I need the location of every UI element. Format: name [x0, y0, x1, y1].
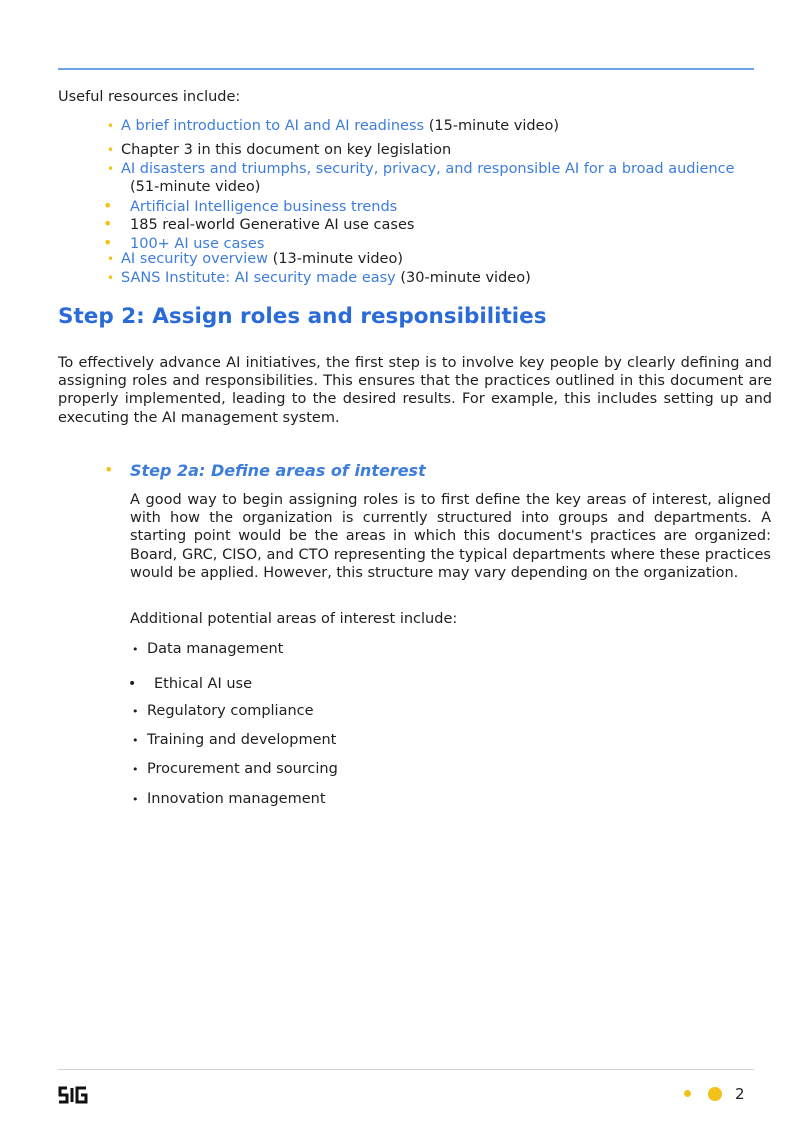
resource-note: (51-minute video): [130, 179, 261, 195]
area-label: Training and development: [147, 732, 337, 748]
list-item: [132, 732, 336, 748]
dot-icon: [708, 1087, 722, 1101]
resource-text: Chapter 3 in this document on key legislation: [121, 142, 452, 158]
bullet-icon: •: [132, 643, 139, 656]
subsection-heading: Step 2a: Define areas of interest: [130, 461, 426, 480]
resource-note: (13-minute video): [268, 251, 404, 267]
bullet-icon: •: [132, 793, 139, 806]
resource-item: [107, 250, 403, 268]
list-item: [128, 676, 252, 692]
area-label: Ethical AI use: [154, 676, 253, 692]
bullet-icon: •: [132, 763, 139, 776]
subsection-paragraph: A good way to begin assigning roles is to first define the key areas of interest, aligned with how the organization is currently structured into groups and departments. A starting point would be the areas in which this document's practices are organized: Board, GRC, CISO, and CTO representing the typical departments where these practices would be applied. However, this structure may vary depending on the organization.: [130, 492, 771, 581]
area-label: Regulatory compliance: [147, 703, 314, 719]
section-paragraph: To effectively advance AI initiatives, the first step is to involve key people by clearly defining and assigning roles and responsibilities. This ensures that the practices outlined in this document are properly implemented, leading to the desired results. For example, this includes setting up and executing the AI management system.: [58, 355, 772, 426]
bullet-icon: •: [128, 676, 137, 692]
bullet-icon: •: [107, 271, 115, 285]
resource-note: (30-minute video): [395, 270, 531, 286]
list-item: [132, 791, 326, 807]
resource-item: [107, 117, 559, 135]
bullet-icon: •: [132, 734, 139, 747]
sig-logo: [58, 1085, 88, 1109]
area-label: Innovation management: [147, 791, 326, 807]
bullet-icon: •: [132, 705, 139, 718]
resource-link[interactable]: AI disasters and triumphs, security, privacy, and responsible AI for a broad audience: [121, 161, 735, 177]
footer-rule: [58, 1069, 754, 1070]
resources-intro: Useful resources include:: [58, 89, 241, 105]
bullet-icon: •: [107, 162, 115, 176]
areas-intro: Additional potential areas of interest include:: [130, 611, 458, 627]
list-item: [132, 703, 314, 719]
section-heading: Step 2: Assign roles and responsibilities: [58, 304, 547, 329]
list-item: [132, 641, 283, 657]
resource-item: [107, 160, 735, 195]
resource-link[interactable]: SANS Institute: AI security made easy: [121, 270, 396, 286]
resource-link[interactable]: A brief introduction to AI and AI readiness: [121, 118, 425, 134]
bullet-icon: •: [103, 233, 113, 252]
bullet-icon: •: [107, 252, 115, 266]
resource-item: [103, 197, 397, 216]
bullet-icon: •: [103, 196, 113, 215]
dot-icon: [684, 1090, 691, 1097]
resource-item: [103, 215, 414, 234]
resource-item: [107, 269, 531, 287]
bullet-icon: •: [107, 143, 115, 157]
page-number: 2: [735, 1085, 745, 1103]
resource-text: 185 real-world Generative AI use cases: [130, 217, 415, 233]
bullet-icon: •: [107, 119, 115, 133]
resource-item: [107, 141, 451, 159]
area-label: Procurement and sourcing: [147, 761, 338, 777]
resource-link[interactable]: Artificial Intelligence business trends: [130, 199, 398, 215]
resource-note: (15-minute video): [424, 118, 560, 134]
bullet-icon: •: [104, 460, 114, 479]
area-label: Data management: [147, 641, 284, 657]
header-rule: [58, 68, 754, 70]
resource-link[interactable]: AI security overview: [121, 251, 269, 267]
bullet-icon: •: [103, 214, 113, 233]
resource-link[interactable]: 100+ AI use cases: [130, 236, 265, 252]
list-item: [132, 761, 338, 777]
